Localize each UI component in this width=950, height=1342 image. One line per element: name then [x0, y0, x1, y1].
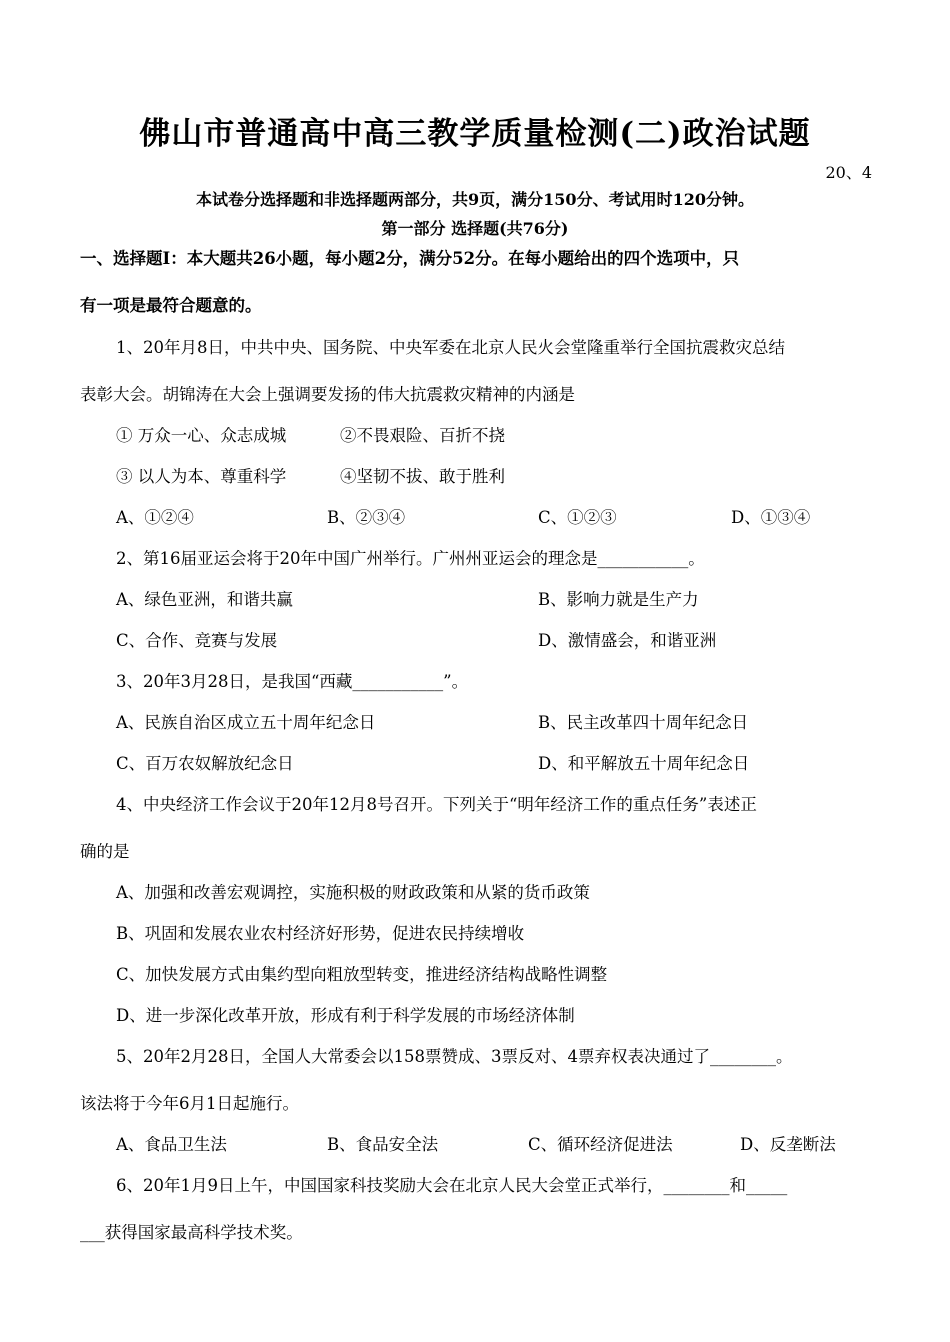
q3-option-a: A、民族自治区成立五十周年纪念日 [116, 713, 376, 732]
q3-option-d: D、和平解放五十周年纪念日 [538, 754, 750, 773]
q5-option-a: A、食品卫生法 [116, 1135, 227, 1154]
q1-stem-line1: 1、20年月8日，中共中央、国务院、中央军委在北京人民火会堂隆重举行全国抗震救灾总结 [116, 338, 785, 357]
q6-stem-line2: ___获得国家最高科学技术奖。 [80, 1223, 303, 1242]
q1-item-2: ②不畏艰险、百折不挠 [340, 426, 505, 445]
q4-stem-line2: 确的是 [80, 842, 130, 861]
q1-option-c: C、①②③ [538, 508, 617, 527]
q2-option-d: D、激情盛会，和谐亚洲 [538, 631, 717, 650]
section-instruction-line1: 一、选择题Ⅰ：本大题共26小题，每小题2分，满分52分。在每小题给出的四个选项中，只 [80, 249, 740, 268]
q4-option-a: A、加强和改善宏观调控，实施积极的财政政策和从紧的货币政策 [116, 883, 590, 902]
part-heading: 第一部分 选择题(共76分) [381, 219, 569, 238]
q1-option-a: A、①②④ [116, 508, 194, 527]
exam-date: 20、4 [825, 163, 872, 182]
q4-option-b: B、巩固和发展农业农村经济好形势，促进农民持续增收 [116, 924, 525, 943]
q1-item-3: ③ 以人为本、尊重科学 [116, 467, 287, 486]
page-title: 佛山市普通高中高三教学质量检测(二)政治试题 [139, 116, 811, 152]
q2-option-c: C、合作、竞赛与发展 [116, 631, 278, 650]
q1-item-4: ④坚韧不拔、敢于胜利 [340, 467, 505, 486]
q5-stem-line1: 5、20年2月28日，全国人大常委会以158票赞成、3票反对、4票弃权表决通过了________。 [116, 1047, 793, 1066]
q2-stem: 2、第16届亚运会将于20年中国广州举行。广州州亚运会的理念是___________。 [116, 549, 705, 568]
q1-stem-line2: 表彰大会。胡锦涛在大会上强调要发扬的伟大抗震救灾精神的内涵是 [80, 385, 575, 404]
q5-option-b: B、食品安全法 [327, 1135, 439, 1154]
q3-option-c: C、百万农奴解放纪念日 [116, 754, 294, 773]
q3-option-b: B、民主改革四十周年纪念日 [538, 713, 749, 732]
q5-stem-line2: 该法将于今年6月1日起施行。 [80, 1094, 299, 1113]
q1-option-b: B、②③④ [327, 508, 406, 527]
section-instruction-line2: 有一项是最符合题意的。 [80, 296, 262, 315]
q2-option-a: A、绿色亚洲，和谐共赢 [116, 590, 293, 609]
q4-stem-line1: 4、中央经济工作会议于20年12月8号召开。下列关于“明年经济工作的重点任务”表述正 [116, 795, 757, 814]
q6-stem-line1: 6、20年1月9日上午，中国国家科技奖励大会在北京人民大会堂正式举行，________和_____ [116, 1176, 788, 1195]
q5-option-c: C、循环经济促进法 [528, 1135, 673, 1154]
q2-option-b: B、影响力就是生产力 [538, 590, 699, 609]
q5-option-d: D、反垄断法 [740, 1135, 836, 1154]
q4-option-c: C、加快发展方式由集约型向粗放型转变，推进经济结构战略性调整 [116, 965, 608, 984]
q3-stem: 3、20年3月28日，是我国“西藏___________”。 [116, 672, 469, 691]
exam-intro: 本试卷分选择题和非选择题两部分，共9页，满分150分、考试用时120分钟。 [196, 190, 754, 209]
q1-option-d: D、①③④ [731, 508, 811, 527]
q1-item-1: ① 万众一心、众志成城 [116, 426, 287, 445]
q4-option-d: D、进一步深化改革开放，形成有利于科学发展的市场经济体制 [116, 1006, 575, 1025]
